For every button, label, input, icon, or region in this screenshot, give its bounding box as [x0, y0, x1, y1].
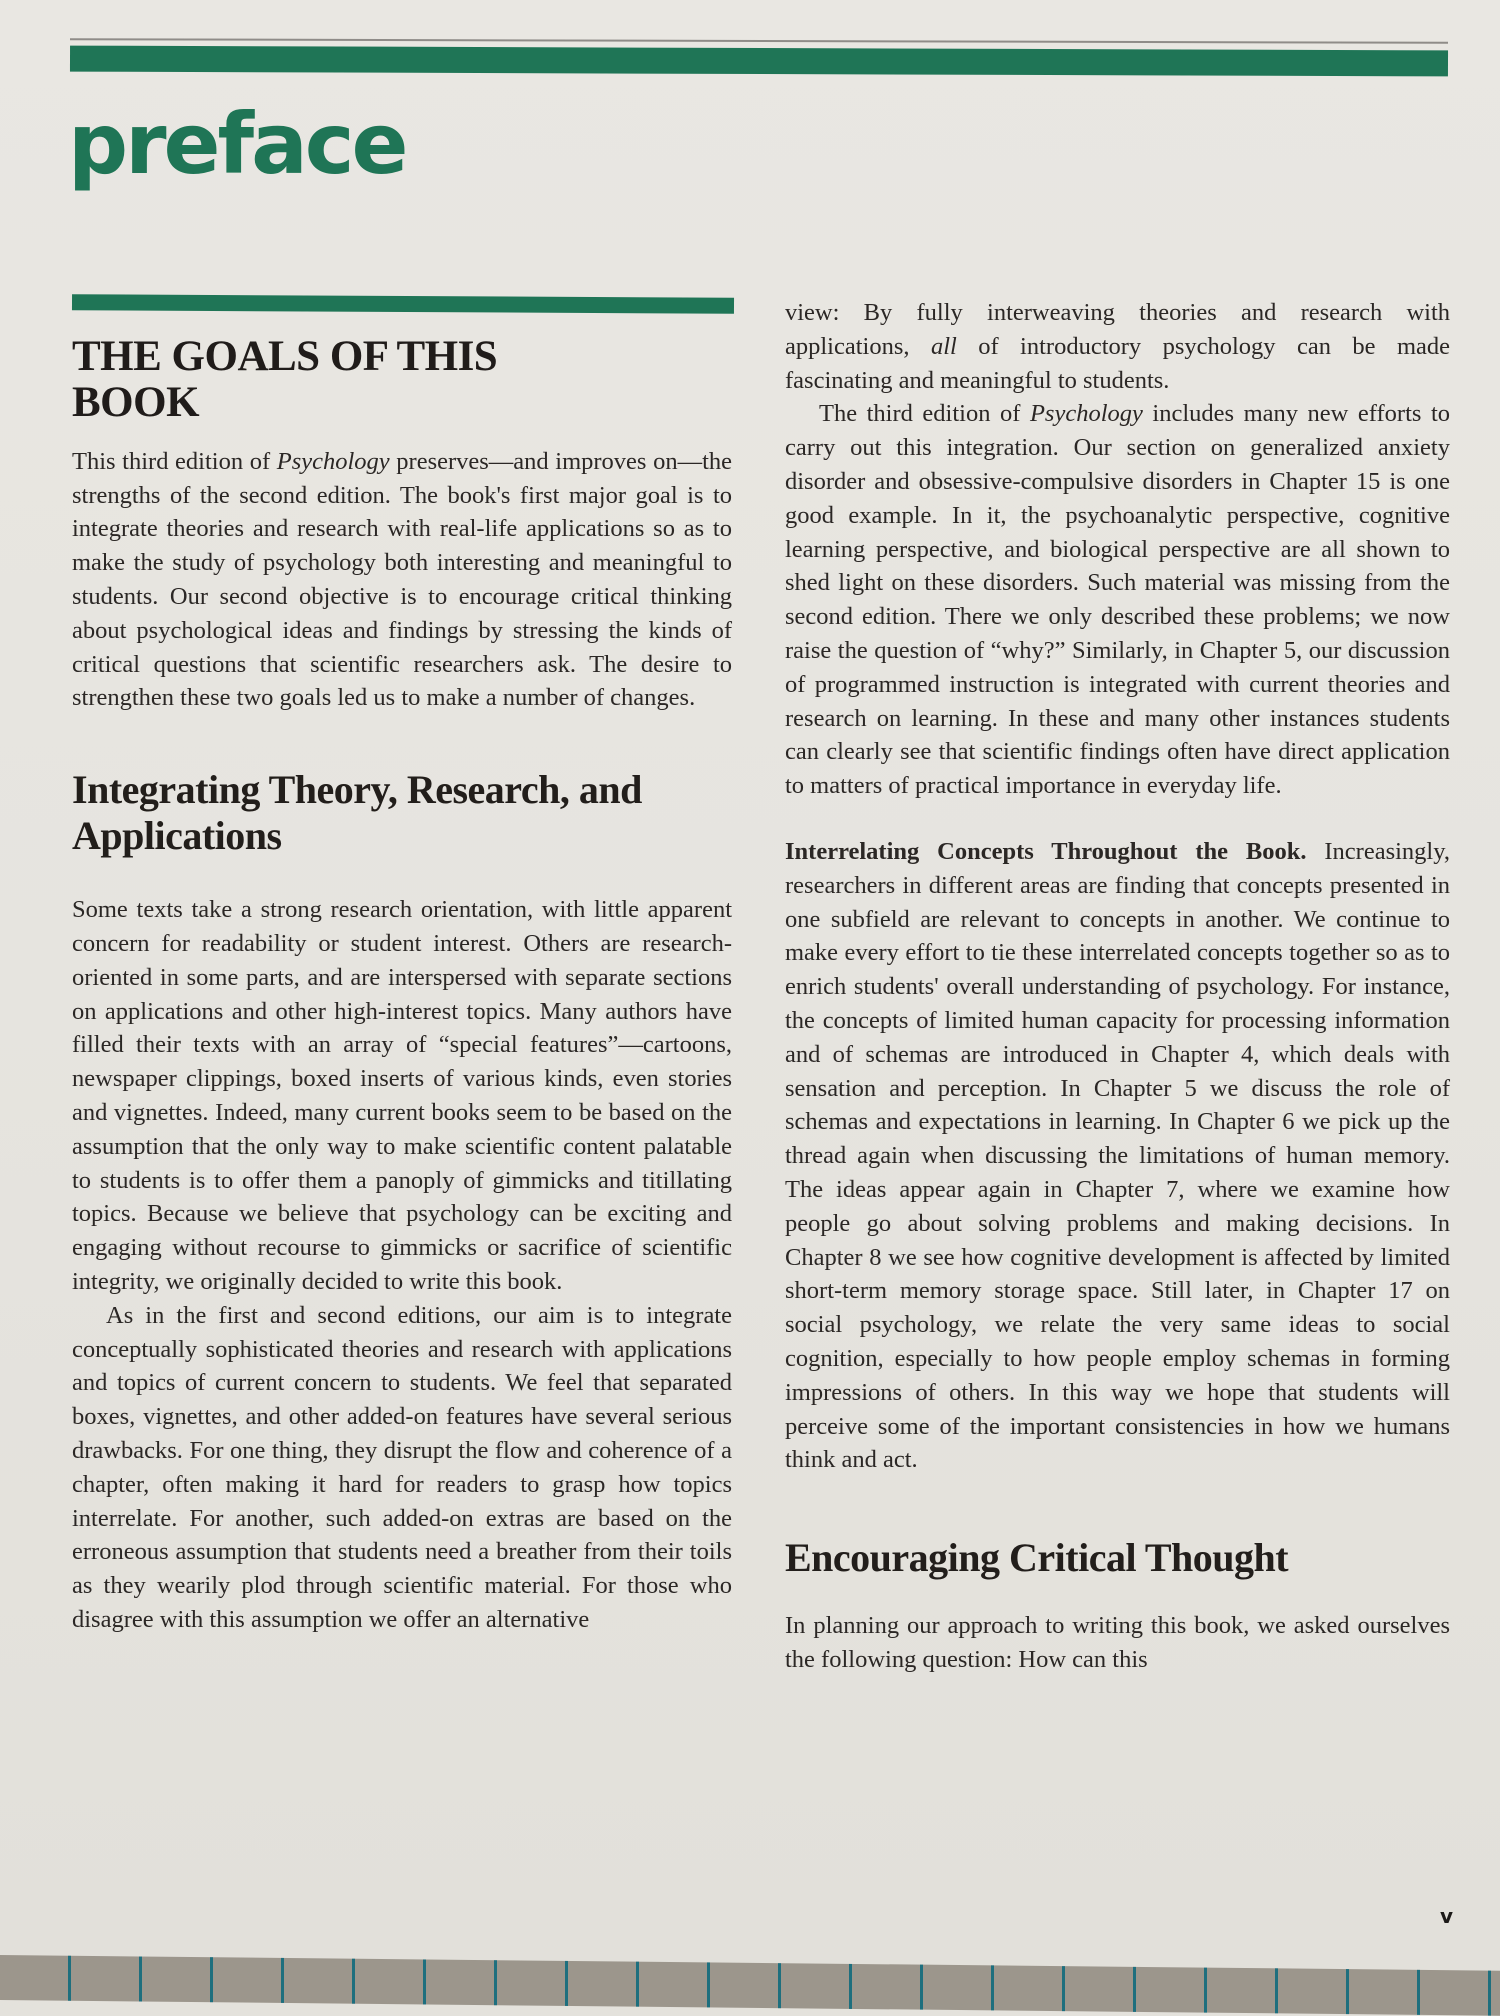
subheading-integrating: Integrating Theory, Research, and Applications	[72, 767, 642, 859]
page-title: preface	[68, 95, 406, 193]
paragraph-planning: In planning our approach to writing this book, we asked ourselves the following question: How can this	[785, 1612, 1450, 1673]
text-run: preserves—and improves on—the strengths of the second edition. The book's first major goal is to integrate theories and research with real-life applications so as to make the study of psychology both interesting and meaningful to students. Our second objective is to encourage critical thinking about psychological ideas and findings by stressing the kinds of critical questions that scientific researchers ask. The desire to strengthen these two goals led us to make a number of changes.	[72, 447, 732, 712]
paragraph-third-edition	[785, 397, 1450, 803]
italic-title: Psychology	[276, 447, 390, 475]
paragraph-as-in: As in the first and second editions, our aim is to integrate conceptually sophisticated theories and research with applications and topics of current concern to students. We feel that separated boxes, vignettes, and other added-on features have several serious drawbacks. For one thing, they disrupt the flow and coherence of a chapter, often making it hard for readers to grasp how topics interrelate. For another, such added-on extras are based on the erroneous assumption that students need a breather from their toils as they wearily plod through scientific material. For those who disagree with this assumption we offer an alternative	[72, 1301, 732, 1633]
italic-word: all	[930, 332, 957, 360]
right-column	[785, 296, 1450, 1677]
text-run: includes many new efforts to carry out this integration. Our section on generalized anxiety disorder and obsessive-compulsive disorders in Chapter 15 is one good example. In it, the psychoanalytic perspective, cognitive learning perspective, and biological perspective are all shown to shed light on these disorders. Such material was missing from the second edition. There we only described these problems; we now raise the question of “why?” Similarly, in Chapter 5, our discussion of programmed instruction is integrated with current theories and research on learning. In these and many other instances students can clearly see that scientific findings often have direct application to matters of practical importance in everyday life.	[785, 400, 1450, 800]
section-heading-goals: THE GOALS OF THIS BOOK	[72, 333, 498, 427]
italic-title: Psychology	[1029, 400, 1143, 428]
text-run: view: By fully interweaving theories and research with applications,	[785, 299, 1450, 360]
run-in-heading: Interrelating Concepts Throughout the Book.	[785, 837, 1307, 865]
top-green-band	[70, 46, 1448, 77]
text-run: Increasingly, researchers in different areas are finding that concepts presented in one subfield are relevant to concepts in another. We continue to make every effort to tie these interrelated concepts together so as to enrich students' overall understanding of psychology. For instance, the concepts of limited human capacity for processing information and of schemas are introduced in Chapter 4, which deals with sensation and perception. In Chapter 5 we discuss the role of schemas and expectations in learning. In Chapter 6 we pick up the thread again when discussing the limitations of human memory. The ideas appear again in Chapter 7, where we examine how people go about solving problems and making decisions. In Chapter 8 we see how cognitive development is affected by limited short-term memory storage space. Still later, in Chapter 17 on social psychology, we relate the very same ideas to social cognition, especially to how people employ schemas in forming impressions of others. In this way we hope that students will perceive some of the important consistencies in how we humans think and act.	[785, 837, 1451, 1474]
left-column	[72, 296, 732, 1637]
paragraph-view	[785, 296, 1450, 397]
page-number: v	[1440, 1904, 1454, 1928]
subheading-critical-thought: Encouraging Critical Thought	[785, 1535, 1289, 1581]
paragraph-interrelating	[785, 835, 1450, 1477]
text-run: This third edition of	[72, 447, 277, 475]
top-thin-rule	[70, 38, 1448, 44]
text-run: of introductory psychology can be made fascinating and meaningful to students.	[785, 332, 1450, 394]
text-run: The third edition of	[819, 400, 1030, 428]
paragraph-some-texts: Some texts take a strong research orientation, with little apparent concern for readability or student interest. Others are research-oriented in some parts, and are interspersed with separate sections on applications and other high-interest topics. Many authors have filled their texts with an array of “special features”—cartoons, newspaper clippings, boxed inserts of various kinds, even stories and vignettes. Indeed, many current books seem to be based on the assumption that the only way to make scientific content palatable to students is to offer them a panoply of gimmicks and titillating topics. Because we believe that psychology can be exciting and engaging without recourse to gimmicks or sacrifice of scientific integrity, we originally decided to write this book.	[72, 896, 732, 1296]
section-green-band	[72, 294, 734, 313]
goals-paragraph	[72, 445, 732, 715]
